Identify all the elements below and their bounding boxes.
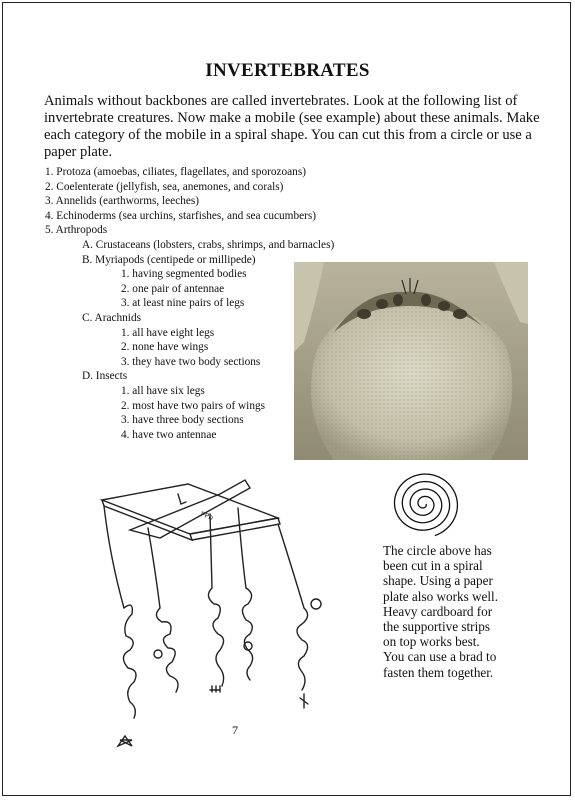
list-subitem: 3. they have two body sections [121,355,261,368]
list-item-coelenterate: 2. Coelenterate (jellyfish, sea, anemones, and corals) [45,180,284,193]
list-subitem: 4. have two antennae [121,428,217,441]
intro-paragraph: Animals without backbones are called invertebrates. Look at the following list of invertebrate creatures. Now make a mobile (see example) about these animals. Make each category of the mobile in a spiral shape. You can cut this from a circle or use a paper plate. [44,93,540,160]
mobile-label: PPb [199,510,215,522]
page-title: INVERTEBRATES [205,60,370,81]
list-subitem: 2. most have two pairs of wings [121,399,266,412]
list-item-myriapods: B. Myriapods (centipede or millipede) [82,253,256,266]
list-item-echinoderms: 4. Echinoderms (sea urchins, starfishes, and sea cucumbers) [45,209,317,222]
list-item-crustaceans: A. Crustaceans (lobsters, crabs, shrimps, and barnacles) [82,238,335,251]
list-item-annelids: 3. Annelids (earthworms, leeches) [45,195,200,208]
list-subitem: 1. all have six legs [121,384,205,397]
invertebrate-list [45,165,334,442]
page-number: 7 [232,723,238,737]
list-subitem: 3. have three body sections [121,414,244,427]
mobile-drawing [60,458,360,763]
list-subitem: 1. all have eight legs [121,326,215,339]
list-subitem: 2. none have wings [121,341,209,354]
list-item-insects: D. Insects [82,370,128,383]
list-item-arachnids: C. Arachnids [82,311,141,324]
crab-shell-photo [294,262,528,460]
list-item-arthropods: 5. Arthropods [45,224,108,237]
list-item-protoza: 1. Protoza (amoebas, ciliates, flagellates, and sporozoans) [45,166,306,178]
list-subitem: 3. at least nine pairs of legs [121,297,245,310]
spiral-caption: The circle above has been cut in a spiral shape. Using a paper plate also works well. Heavy cardboard for the supportive strips on top works best. You can use a brad to fasten them together. [383,543,498,680]
list-subitem: 2. one pair of antennae [121,282,225,295]
list-subitem: 1. having segmented bodies [121,268,247,281]
spiral-drawing [384,468,464,540]
